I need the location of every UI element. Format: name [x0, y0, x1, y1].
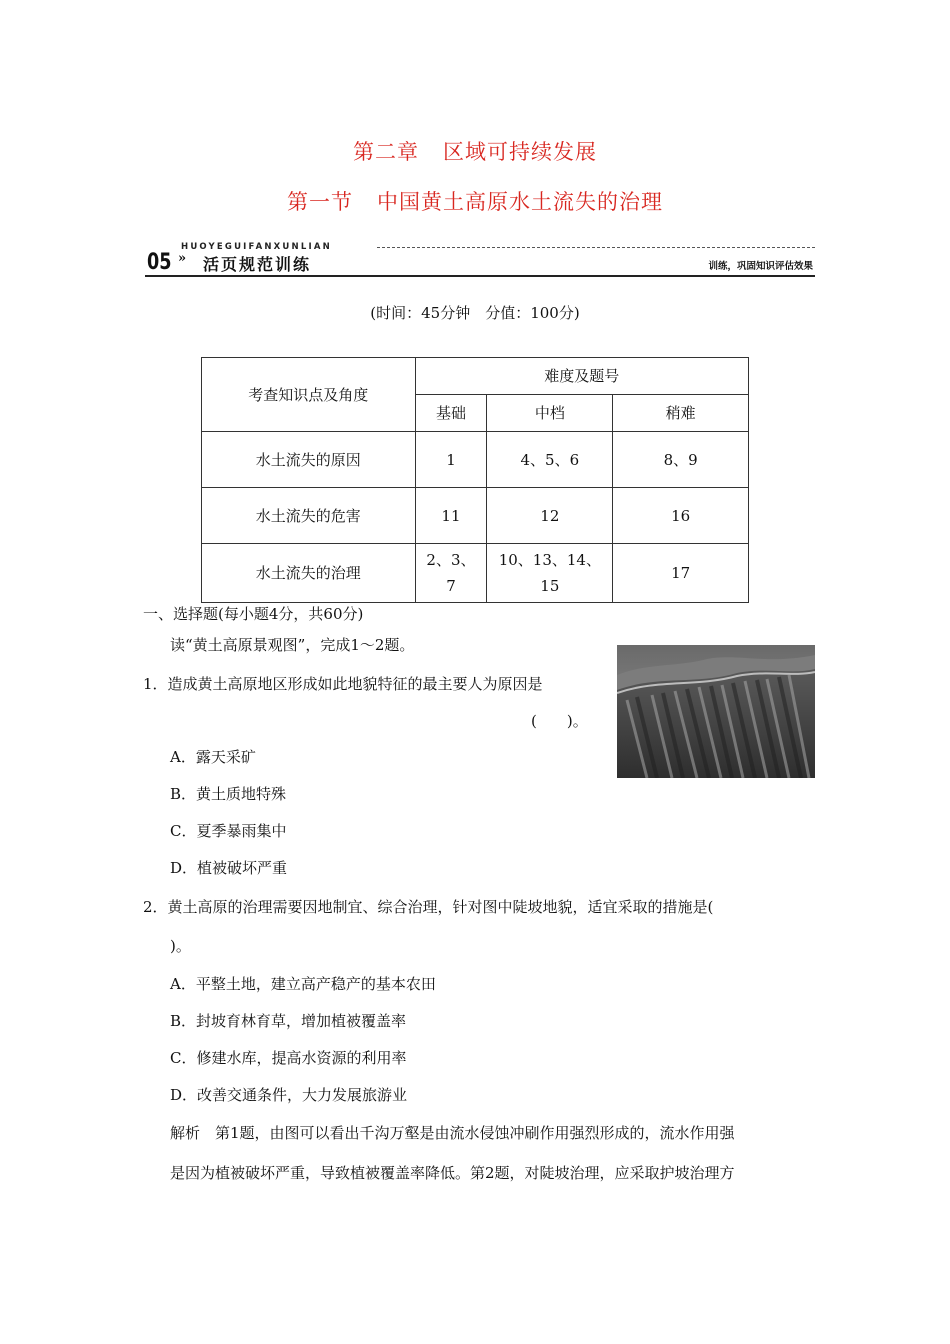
table-row: [202, 432, 749, 488]
question-1-option-b: B．黄土质地特殊: [170, 785, 287, 803]
banner-number: 05: [147, 250, 172, 275]
row-topic: 水土流失的治理: [202, 544, 416, 603]
row-topic: 水土流失的危害: [202, 488, 416, 544]
chapter-name: 区域可持续发展: [443, 140, 597, 164]
question-1-blank: ( )。: [531, 712, 588, 730]
question-1-option-a: A．露天采矿: [170, 748, 256, 766]
table-cell: 4、5、6: [487, 432, 613, 488]
question-2-option-b: B．封坡育林育草，增加植被覆盖率: [170, 1012, 407, 1030]
reading-intro: 读“黄土高原景观图”，完成1～2题。: [170, 636, 415, 654]
chapter-number: 第二章: [353, 140, 419, 164]
column-header-medium: 中档: [487, 395, 613, 432]
table-row: [202, 488, 749, 544]
table-cell: 8、9: [613, 432, 749, 488]
column-header-basic: 基础: [415, 395, 487, 432]
question-2-option-c: C．修建水库，提高水资源的利用率: [170, 1049, 407, 1067]
table-corner-header: 考查知识点及角度: [202, 358, 416, 432]
banner-slogan: 训练，巩固知识评估效果: [708, 261, 813, 272]
banner-dashed-line: [377, 247, 815, 248]
knowledge-table: [201, 357, 749, 603]
section-title: [0, 186, 950, 216]
table-cell: 1: [415, 432, 487, 488]
question-2-option-a: A．平整土地，建立高产稳产的基本农田: [170, 975, 436, 993]
question-2-stem: 2．黄土高原的治理需要因地制宜、综合治理，针对图中陡坡地貌，适宜采取的措施是(: [143, 898, 714, 916]
section-name: 中国黄土高原水土流失的治理: [377, 190, 663, 214]
column-header-hard: 稍难: [613, 395, 749, 432]
question-1-stem: 1．造成黄土高原地区形成如此地貌特征的最主要人为原因是: [143, 675, 543, 693]
table-cell: 12: [487, 488, 613, 544]
question-1-option-d: D．植被破坏严重: [170, 859, 288, 877]
table-cell: 17: [613, 544, 749, 603]
table-group-header: 难度及题号: [415, 358, 748, 395]
analysis-line-1: 解析 第1题，由图可以看出千沟万壑是由流水侵蚀冲刷作用强烈形成的，流水作用强: [170, 1124, 735, 1142]
question-1-option-c: C．夏季暴雨集中: [170, 822, 287, 840]
question-2-option-d: D．改善交通条件，大力发展旅游业: [170, 1086, 408, 1104]
table-cell: 11: [415, 488, 487, 544]
banner-pinyin: HUOYEGUIFANXUNLIAN: [181, 242, 332, 252]
row-topic: 水土流失的原因: [202, 432, 416, 488]
loess-plateau-photo: [617, 645, 815, 778]
table-cell: 10、13、14、15: [487, 544, 613, 603]
banner-name: 活页规范训练: [203, 255, 312, 274]
banner-rule: [145, 275, 815, 277]
analysis-line-2: 是因为植被破坏严重，导致植被覆盖率降低。第2题，对陡坡治理，应采取护坡治理方: [170, 1164, 735, 1182]
table-cell: 2、3、7: [415, 544, 487, 603]
question-2-stem-continued: )。: [170, 937, 191, 955]
chapter-title: [0, 136, 950, 166]
table-row: [202, 544, 749, 603]
time-score-line: (时间：45分钟 分值：100分): [370, 304, 580, 322]
double-arrow-icon: »: [178, 251, 187, 266]
table-cell: 16: [613, 488, 749, 544]
section-heading: 一、选择题(每小题4分，共60分): [143, 605, 364, 623]
section-number: 第一节: [287, 190, 353, 214]
training-banner: [145, 242, 815, 278]
